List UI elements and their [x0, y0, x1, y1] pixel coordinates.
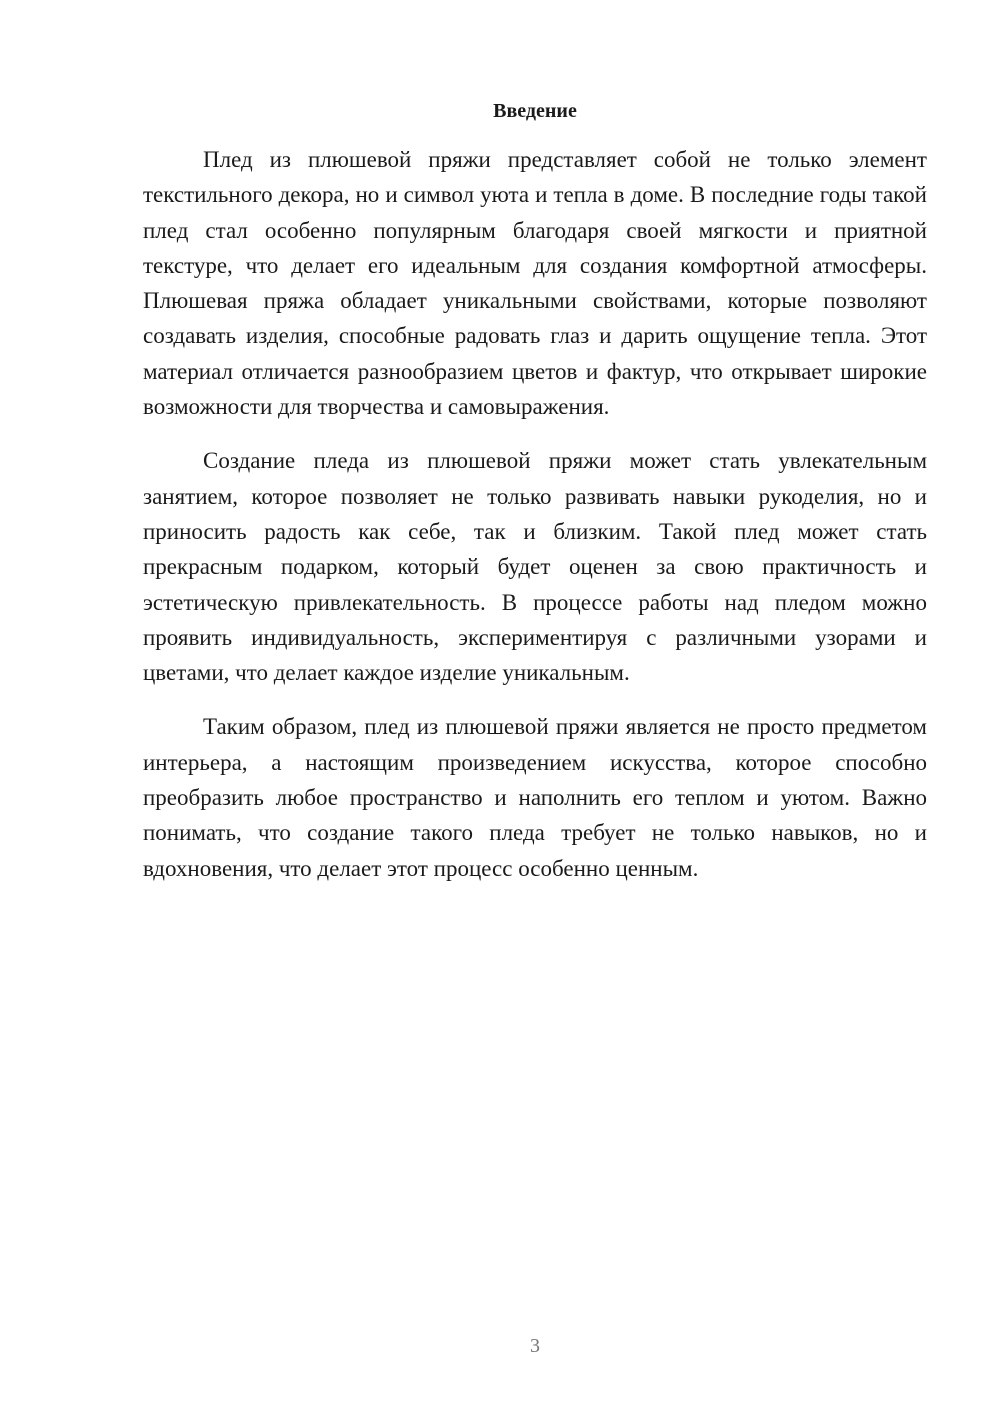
section-heading: Введение	[493, 100, 577, 122]
body-text	[143, 142, 927, 905]
paragraph-3: Таким образом, плед из плюшевой пряжи является не просто предметом интерьера, а настоящим произведением искусства, которое способно преобразить любое пространство и наполнить его теплом и уютом. Важно понимать, что создание такого пледа требует не только навыков, но и вдохновения, что делает этот процесс особенно ценным.	[143, 714, 927, 881]
paragraph-1: Плед из плюшевой пряжи представляет собой не только элемент текстильного декора, но и символ уюта и тепла в доме. В последние годы такой плед стал особенно популярным благодаря своей мягкости и приятной текстуре, что делает его идеальным для создания комфортной атмосферы. Плюшевая пряжа обладает уникальными свойствами, которые позволяют создавать изделия, способные радовать глаз и дарить ощущение тепла. Этот материал отличается разнообразием цветов и фактур, что открывает широкие возможности для творчества и самовыражения.	[143, 147, 927, 420]
page-number: 3	[530, 1335, 540, 1357]
paragraph-2: Создание пледа из плюшевой пряжи может стать увлекательным занятием, которое позволяет не только развивать навыки рукоделия, но и приносить радость как себе, так и близким. Такой плед может стать прекрасным подарком, который будет оценен за свою практичность и эстетическую привлекательность. В процессе работы над пледом можно проявить индивидуальность, экспериментируя с различными узорами и цветами, что делает каждое изделие уникальным.	[143, 448, 927, 686]
